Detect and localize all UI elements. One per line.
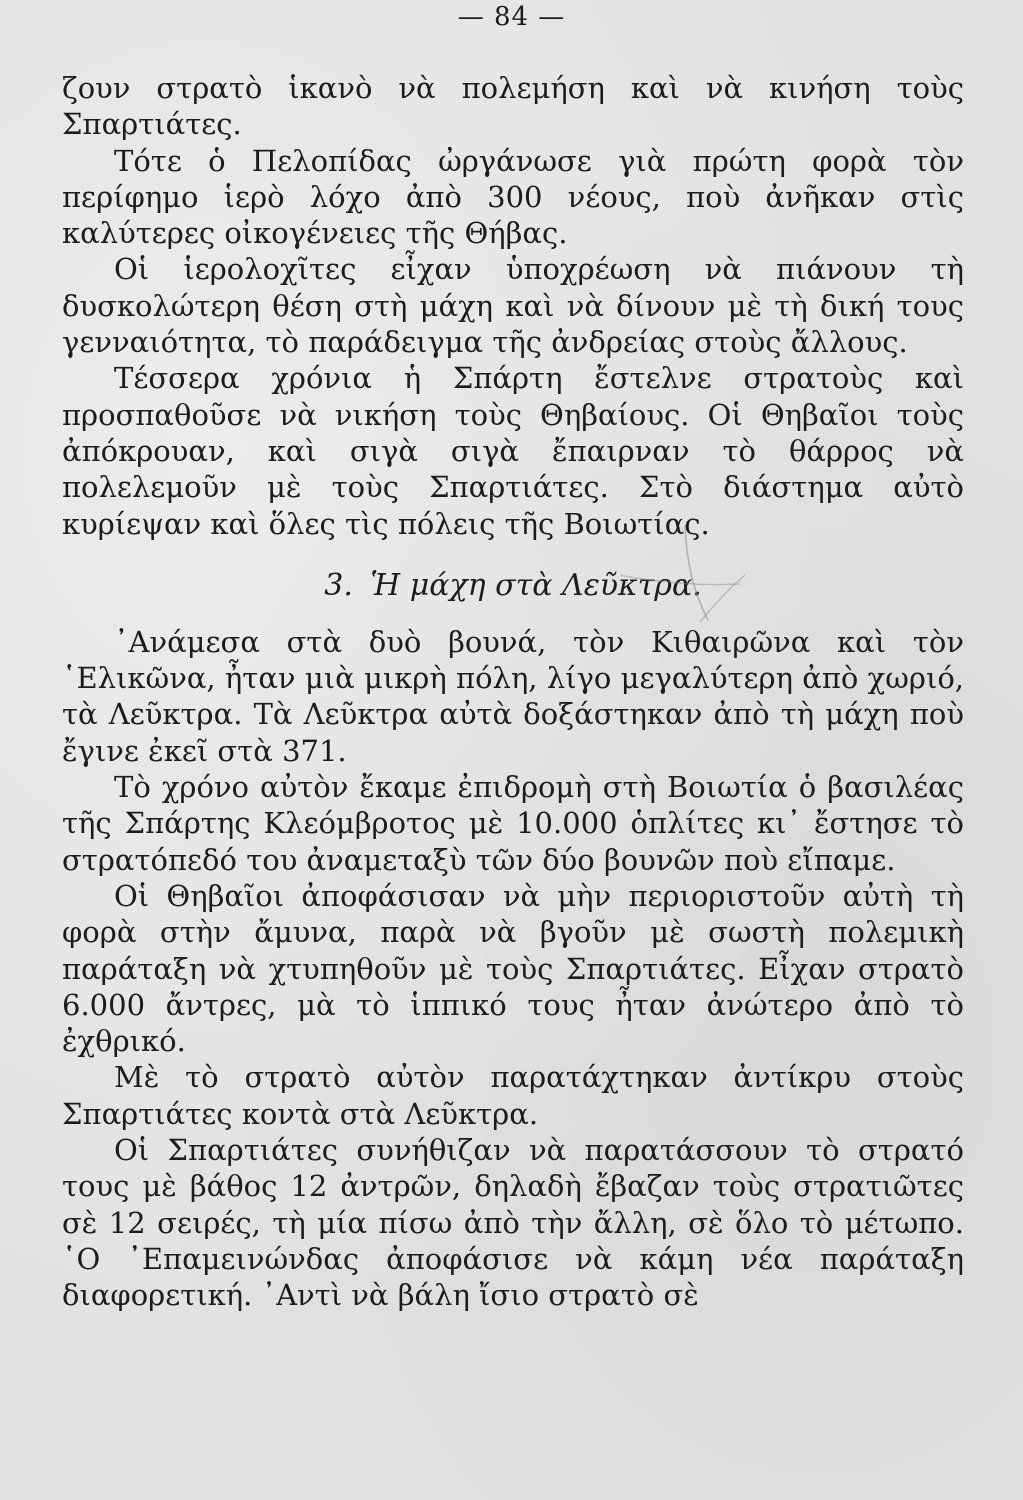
paragraph: Οἱ ἱερολοχῖτες εἶχαν ὑποχρέωση νὰ πιάνουν τὴ δυσκολώτερη θέση στὴ μάχη καὶ νὰ δίνουν μὲ τὴ δική τους γενναιότητα, τὸ παράδειγμα τῆς ἀνδρείας στοὺς ἄλλους.: [62, 252, 964, 360]
page-number: — 84 —: [457, 2, 566, 32]
paragraph: Οἱ Θηβαῖοι ἀποφάσισαν νὰ μὴν περιοριστοῦν αὐτὴ τὴ φορὰ στὴν ἄμυνα, παρὰ νὰ βγοῦν μὲ σωστὴ πολεμικὴ παράταξη νὰ χτυπηθοῦν μὲ τοὺς Σπαρτιάτες. Εἶχαν στρατὸ 6.000 ἄντρες, μὰ τὸ ἱππικό τους ἦταν ἀνώτερο ἀπὸ τὸ ἐχθρικό.: [62, 878, 964, 1059]
paragraph: Τὸ χρόνο αὐτὸν ἔκαμε ἐπιδρομὴ στὴ Βοιωτία ὁ βασιλέας τῆς Σπάρτης Κλεόμβροτος μὲ 10.000 ὁπλίτες κι᾿ ἔστησε τὸ στρατόπεδό του ἀναμεταξὺ τῶν δύο βουνῶν ποὺ εἴπαμε.: [62, 770, 964, 877]
section-number: 3.: [324, 567, 353, 603]
section-heading: [62, 568, 964, 604]
page-body: [62, 70, 964, 1314]
paragraph: Μὲ τὸ στρατὸ αὐτὸν παρατάχτηκαν ἀντίκρυ στοὺς Σπαρτιάτες κοντὰ στὰ Λεῦκτρα.: [62, 1060, 964, 1131]
paragraph: Τέσσερα χρόνια ἡ Σπάρτη ἔστελνε στρατοὺς καὶ προσπαθοῦσε νὰ νικήση τοὺς Θηβαίους. Οἱ Θηβαῖοι τοὺς ἀπόκρουαν, καὶ σιγὰ σιγὰ ἔπαιρναν τὸ θάρρος νὰ πολελεμοῦν μὲ τοὺς Σπαρτιάτες. Στὸ διάστημα αὐτὸ κυρίεψαν καὶ ὅλες τὶς πόλεις τῆς Βοιωτίας.: [62, 361, 964, 541]
paragraph: Τότε ὁ Πελοπίδας ὠργάνωσε γιὰ πρώτη φορὰ τὸν περίφημο ἱερὸ λόχο ἀπὸ 300 νέους, ποὺ ἀνῆκαν στὶς καλύτερες οἰκογένειες τῆς Θήβας.: [62, 143, 964, 251]
paragraph: ᾿Ανάμεσα στὰ δυὸ βουνά, τὸν Κιθαιρῶνα καὶ τὸν ῾Ελικῶνα, ἦταν μιὰ μικρὴ πόλη, λίγο μεγαλύτερη ἀπὸ χωριό, τὰ Λεῦκτρα. Τὰ Λεῦκτρα αὐτὰ δοξάστηκαν ἀπὸ τὴ μάχη ποὺ ἔγινε ἐκεῖ στὰ 371.: [62, 624, 964, 768]
paragraph: ζουν στρατὸ ἱκανὸ νὰ πολεμήση καὶ νὰ κινήση τοὺς Σπαρτιάτες.: [62, 71, 964, 142]
pencil-mark: [600, 520, 750, 630]
paragraph: Οἱ Σπαρτιάτες συνήθιζαν νὰ παρατάσσουν τὸ στρατό τους μὲ βάθος 12 ἀντρῶν, δηλαδὴ ἔβαζαν τοὺς στρατιῶτες σὲ 12 σειρές, τὴ μία πίσω ἀπὸ τὴν ἄλλη, σὲ ὅλο τὸ μέτωπο. ῾Ο ᾿Επαμεινώνδας ἀποφάσισε νὰ κάμη νέα παράταξη διαφορετική. ᾿Αντὶ νὰ βάλη ἴσιο στρατὸ σὲ: [62, 1133, 964, 1313]
section-title: Ἡ μάχη στὰ Λεῦκτρα.: [370, 567, 702, 603]
